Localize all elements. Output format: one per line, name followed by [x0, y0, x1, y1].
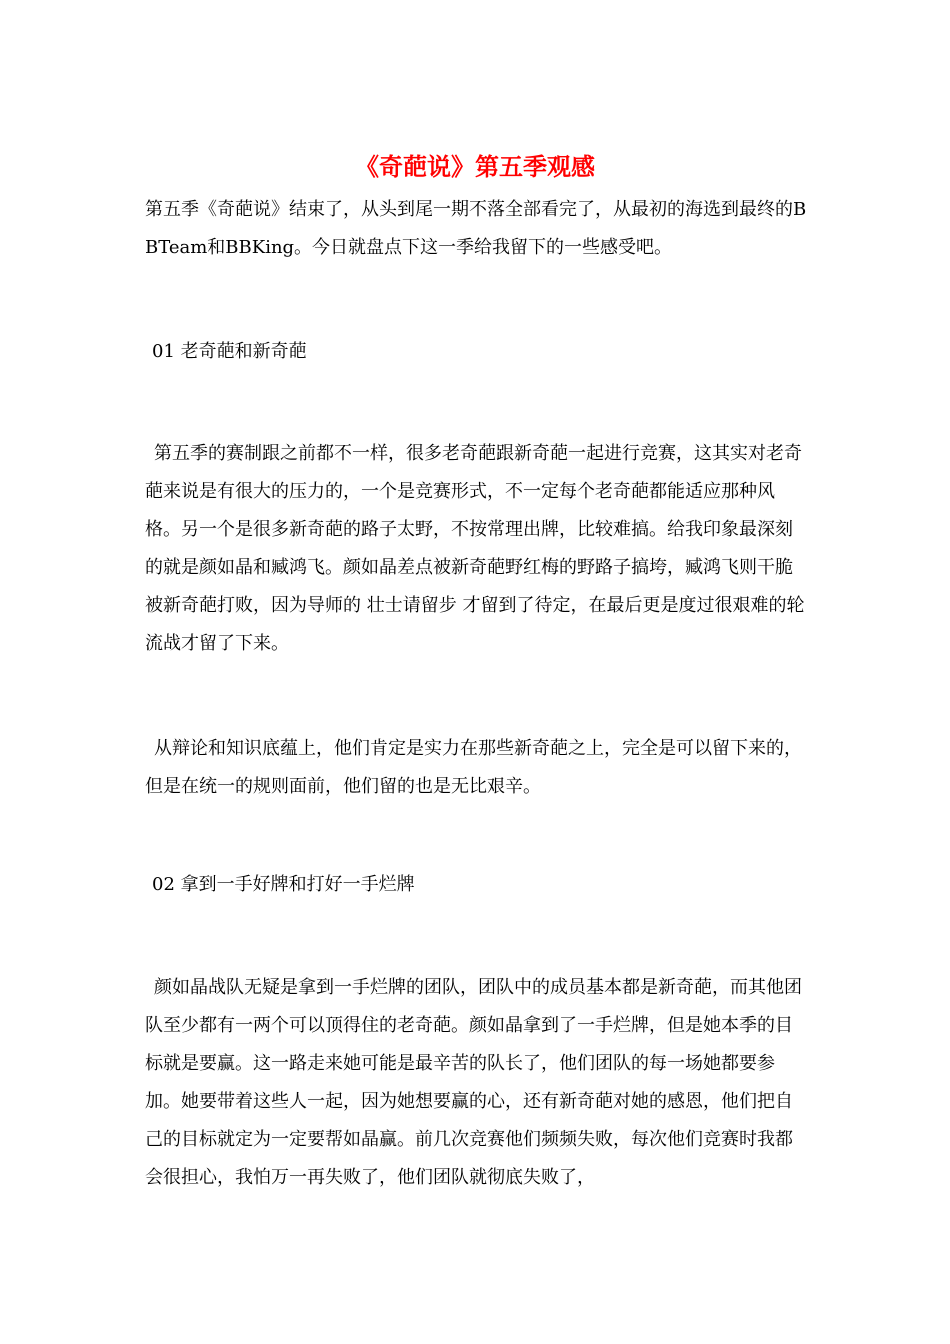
section1-paragraph-2: 从辩论和知识底蕴上，他们肯定是实力在那些新奇葩之上，完全是可以留下来的，但是在统一的规则面前，他们留的也是无比艰辛。 — [145, 738, 802, 797]
section1-paragraph-1: 第五季的赛制跟之前都不一样，很多老奇葩跟新奇葩一起进行竞赛，这其实对老奇葩来说是有很大的压力的，一个是竞赛形式，不一定每个老奇葩都能适应那种风格。另一个是很多新奇葩的路子太野，不按常理出牌，比较难搞。给我印象最深刻的就是颜如晶和臧鸿飞。颜如晶差点被新奇葩野红梅的野路子搞垮，臧鸿飞则干脆被新奇葩打败，因为导师的 壮士请留步 才留到了待定，在最后更是度过很艰难的轮流战才留了下来。 — [145, 443, 805, 654]
section2-paragraph-1: 颜如晶战队无疑是拿到一手烂牌的团队，团队中的成员基本都是新奇葩，而其他团队至少都有一两个可以顶得住的老奇葩。颜如晶拿到了一手烂牌，但是她本季的目标就是要赢。这一路走来她可能是最辛苦的队长了，他们团队的每一场她都要参加。她要带着这些人一起，因为她想要赢的心，还有新奇葩对她的感恩，他们把自己的目标就定为一定要帮如晶赢。前几次竞赛他们频频失败，每次他们竞赛时我都会很担心，我怕万一再失败了，他们团队就彻底失败了， — [145, 977, 802, 1188]
section-heading-1: 01 老奇葩和新奇葩 — [152, 341, 307, 362]
section-heading-2: 02 拿到一手好牌和打好一手烂牌 — [152, 874, 415, 895]
intro-paragraph: 第五季《奇葩说》结束了，从头到尾一期不落全部看完了，从最初的海选到最终的BBTeam和BBKing。今日就盘点下这一季给我留下的一些感受吧。 — [145, 199, 807, 258]
document-title: 《奇葩说》第五季观感 — [355, 152, 595, 181]
